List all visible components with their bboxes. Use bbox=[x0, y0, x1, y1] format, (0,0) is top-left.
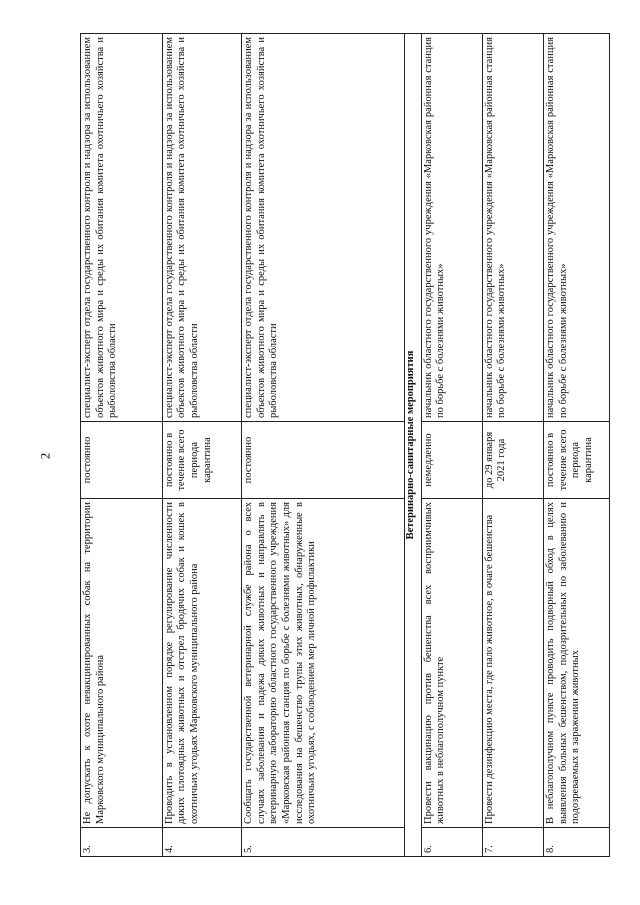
row-responsible: специалист-эксперт отдела государственного контроля и надзора за использованием объектов животного мира и среды их обитания комитета охотничьего хозяйства и рыболовства области bbox=[162, 34, 241, 422]
row-action: Сообщать государственной ветеринарной службе района о всех случаях заболевания и падежа диких животных и направлять в ветеринарную лабораторию областного государственного учреждения «Марковская районная станция по борьбе с болезнями животных» для исследования на бешенство трупы этих животных, обнаруженные в охотничьих угодьях, с соблюдением мер личной профилактики bbox=[242, 499, 404, 828]
row-responsible: начальник областного государственного учреждения «Марковская районная станция по борьбе с болезнями животных» bbox=[482, 34, 543, 422]
row-number: 7. bbox=[482, 828, 543, 857]
row-responsible: начальник областного государственного учреждения «Марковская районная станция по борьбе с болезнями животных» bbox=[421, 34, 482, 422]
section-header-row bbox=[404, 34, 421, 857]
row-number: 8. bbox=[544, 828, 610, 857]
row-term: постоянно в течение всего периода карантина bbox=[162, 422, 241, 499]
measures-table bbox=[80, 33, 610, 857]
row-number: 5. bbox=[242, 828, 404, 857]
row-term: до 29 января 2021 года bbox=[482, 422, 543, 499]
row-number: 4. bbox=[162, 828, 241, 857]
row-responsible: специалист-эксперт отдела государственного контроля и надзора за использованием объектов животного мира и среды их обитания комитета охотничьего хозяйства и рыболовства области bbox=[81, 34, 163, 422]
row-responsible: начальник областного государственного учреждения «Марковская районная станция по борьбе с болезнями животных» bbox=[544, 34, 610, 422]
table-row bbox=[421, 34, 482, 857]
row-term: постоянно bbox=[242, 422, 404, 499]
table-row bbox=[162, 34, 241, 857]
row-number: 6. bbox=[421, 828, 482, 857]
row-action: Проводить в установленном порядке регулирование численности диких плотоядных животных и отстрел бродячих собак и кошек в охотничьих угодьях Марковского муниципального района bbox=[162, 499, 241, 828]
document-page bbox=[80, 37, 610, 857]
table-row bbox=[81, 34, 163, 857]
row-term: постоянно в течение всего периода карантина bbox=[544, 422, 610, 499]
section-title: Ветеринарно-санитарные мероприятия bbox=[404, 34, 421, 857]
row-term: постоянно bbox=[81, 422, 163, 499]
row-number: 3. bbox=[81, 828, 163, 857]
row-term: немедленно bbox=[421, 422, 482, 499]
row-action: Провести вакцинацию против бешенства всех восприимчивых животных в неблагополучном пункте bbox=[421, 499, 482, 828]
row-action: В неблагополучном пункте проводить подворный обход в целях выявления больных бешенством, подозрительных по заболеванию и подозреваемых в заражении животных bbox=[544, 499, 610, 828]
page-number: 2 bbox=[37, 452, 53, 460]
measures-table-container bbox=[80, 37, 610, 857]
row-action: Не допускать к охоте невакцинированных собак на территории Марковского муниципального района bbox=[81, 499, 163, 828]
table-row bbox=[544, 34, 610, 857]
row-responsible: специалист-эксперт отдела государственного контроля и надзора за использованием объектов животного мира и среды их обитания комитета охотничьего хозяйства и рыболовства области bbox=[242, 34, 404, 422]
row-action: Провести дезинфекцию места, где пало животное, в очаге бешенства bbox=[482, 499, 543, 828]
table-row bbox=[242, 34, 404, 857]
table-row bbox=[482, 34, 543, 857]
